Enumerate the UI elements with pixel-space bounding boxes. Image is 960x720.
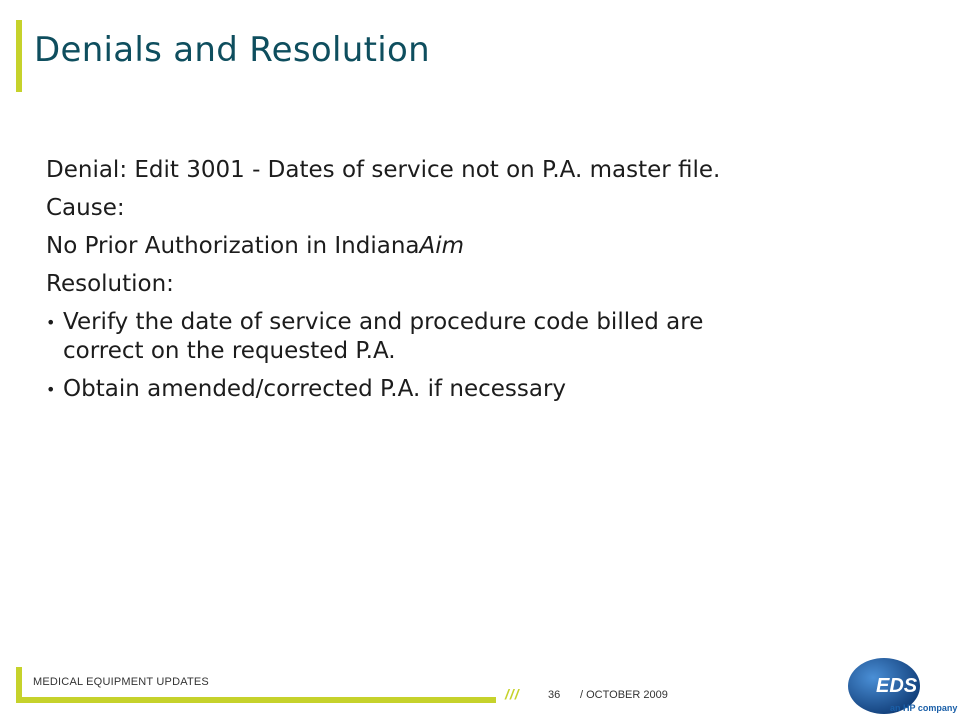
cause-label: Cause: bbox=[46, 195, 125, 221]
slide-title: Denials and Resolution bbox=[34, 30, 430, 70]
cause-text-prefix: No Prior Authorization in Indiana bbox=[46, 233, 420, 259]
slide-content bbox=[46, 156, 726, 413]
cause-text bbox=[46, 232, 726, 261]
logo-tagline: an HP company bbox=[890, 703, 958, 713]
eds-logo bbox=[846, 656, 958, 716]
resolution-bullet-1 bbox=[46, 308, 726, 366]
footer-section-label: MEDICAL EQUIPMENT UPDATES bbox=[33, 676, 209, 688]
bullet-text: Obtain amended/corrected P.A. if necessary bbox=[63, 376, 567, 402]
denial-text: Denial: Edit 3001 - Dates of service not on P.A. master file. bbox=[46, 157, 721, 183]
footer-date: / OCTOBER 2009 bbox=[580, 689, 668, 701]
page-number: 36 bbox=[548, 689, 561, 701]
bullet-text: Verify the date of service and procedure code billed are correct on the requested P.A. bbox=[63, 309, 704, 364]
cause-text-italic: Aim bbox=[419, 233, 465, 259]
logo-brand: EDS bbox=[876, 675, 918, 697]
footer-accent-bar-horizontal bbox=[16, 697, 496, 703]
resolution-label: Resolution: bbox=[46, 271, 174, 297]
resolution-bullet-2 bbox=[46, 375, 726, 404]
footer-slashes: /// bbox=[505, 686, 520, 702]
title-accent-bar bbox=[16, 20, 22, 92]
bullet-icon: • bbox=[46, 313, 56, 332]
bullet-icon: • bbox=[46, 380, 56, 399]
